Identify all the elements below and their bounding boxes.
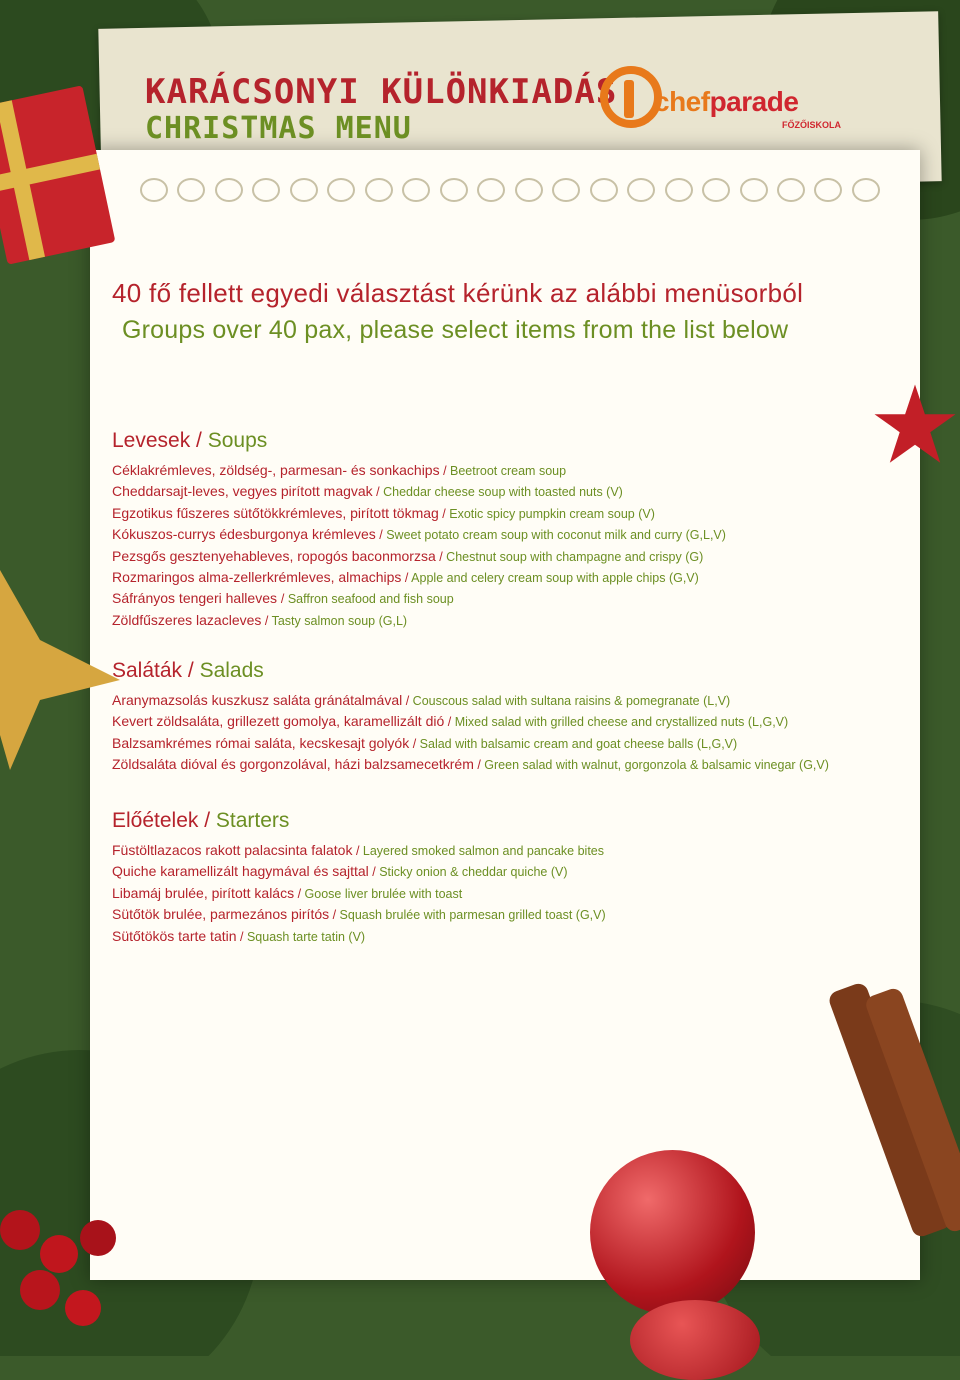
- intro-english: Groups over 40 pax, please select items from the list below: [122, 316, 789, 344]
- red-bauble-icon: [590, 1150, 755, 1315]
- berry-icon: [20, 1270, 60, 1310]
- berry-icon: [0, 1210, 40, 1250]
- menu-item: Füstöltlazacos rakott palacsinta falatok / Layered smoked salmon and pancake bites: [112, 842, 605, 858]
- menu-item: Sütőtökös tarte tatin / Squash tarte tatin (V): [112, 927, 366, 944]
- section-starters: [112, 808, 606, 947]
- menu-item: Zöldfűszeres lazacleves / Tasty salmon soup (G,L): [112, 611, 408, 628]
- section-title: Levesek / Soups: [112, 429, 268, 452]
- notebook-holes: [140, 178, 880, 208]
- menu-item: Egzotikus fűszeres sütőtökkrémleves, pirított tökmag / Exotic spicy pumpkin cream soup (V): [112, 504, 655, 521]
- menu-item: Quiche karamellizált hagymával és sajttal / Sticky onion & cheddar quiche (V): [112, 863, 568, 880]
- menu-item: Balzsamkrémes római saláta, kecskesajt golyók / Salad with balsamic cream and goat cheese balls (L,G,V): [112, 734, 738, 751]
- section-title: Saláták / Salads: [112, 659, 264, 682]
- red-star-icon: [870, 380, 960, 470]
- menu-item: Cheddarsajt-leves, vegyes pirított magvak / Cheddar cheese soup with toasted nuts (V): [112, 483, 623, 500]
- fork-icon: [624, 80, 634, 118]
- berry-icon: [80, 1220, 116, 1256]
- menu-item: Rozmaringos alma-zellerkrémleves, almachips / Apple and celery cream soup with apple chips (G,V): [112, 569, 699, 586]
- menu-item: Aranymazsolás kuszkusz saláta gránátalmával / Couscous salad with sultana raisins & pomegranate (L,V): [112, 692, 731, 708]
- logo-chef-text: chef: [654, 86, 710, 117]
- section-title: Előételek / Starters: [112, 809, 290, 832]
- title-hungarian: KARÁCSONYI KÜLÖNKIADÁS: [145, 72, 618, 112]
- section-soups: [112, 428, 726, 631]
- menu-item: Sütőtök brulée, parmezános pirítós / Squash brulée with parmesan grilled toast (G,V): [112, 906, 606, 923]
- menu-title: [145, 72, 617, 146]
- menu-item: Céklakrémleves, zöldség-, parmesan- és sonkachips / Beetroot cream soup: [112, 462, 567, 478]
- gold-star-icon: [0, 570, 120, 770]
- menu-item: Pezsgős gesztenyehableves, ropogós baconmorzsa / Chestnut soup with champagne and crispy (G): [112, 547, 704, 564]
- chefparade-logo: [600, 66, 841, 136]
- title-english: CHRISTMAS MENU: [145, 111, 412, 146]
- logo-subtitle: FŐZŐISKOLA: [782, 120, 841, 130]
- menu-item: Libamáj brulée, pirított kalács / Goose liver brulée with toast: [112, 884, 463, 901]
- red-bauble-icon: [630, 1300, 760, 1380]
- berry-icon: [65, 1290, 101, 1326]
- menu-item: Zöldsaláta dióval és gorgonzolával, házi balzsamecetkrém / Green salad with walnut, gorgonzola & balsamic vinegar (G,V): [112, 756, 829, 773]
- logo-parade-text: parade: [709, 86, 799, 117]
- menu-item: Kókuszos-currys édesburgonya krémleves / Sweet potato cream soup with coconut milk and curry (G,L,V): [112, 526, 726, 543]
- menu-item: Kevert zöldsaláta, grillezett gomolya, karamellizált dió / Mixed salad with grilled cheese and crystallized nuts (L,G,V): [112, 713, 789, 730]
- berry-icon: [40, 1235, 78, 1273]
- menu-item: Sáfrányos tengeri halleves / Saffron seafood and fish soup: [112, 590, 454, 607]
- intro-hungarian: 40 fő fellett egyedi választást kérünk az alábbi menüsorból: [112, 278, 804, 308]
- section-salads: [112, 658, 829, 776]
